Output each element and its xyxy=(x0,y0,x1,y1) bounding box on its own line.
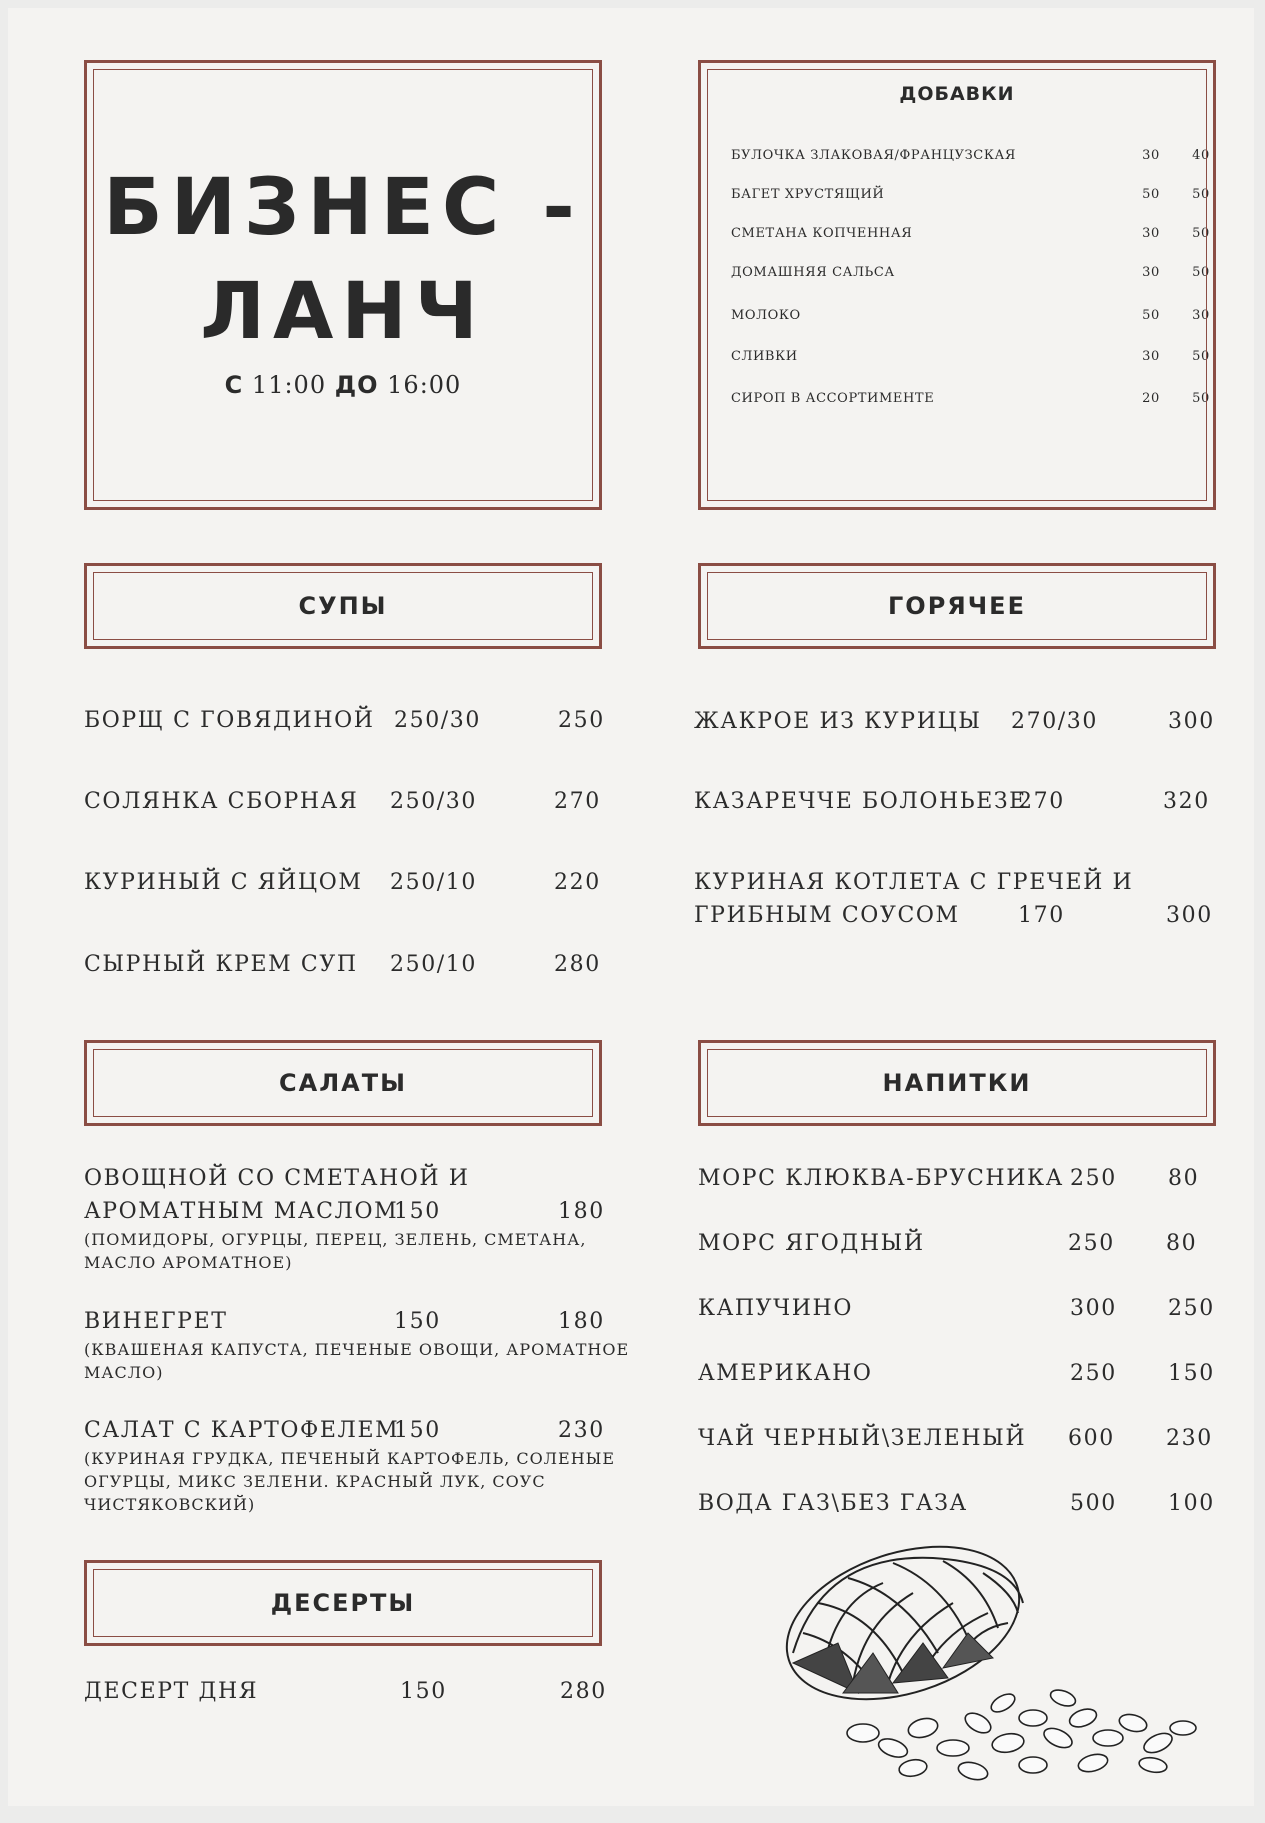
salad-description-line: МАСЛО АРОМАТНОЕ) xyxy=(84,1253,293,1272)
addon-price: 50 xyxy=(1192,391,1210,406)
drink-name: ЧАЙ ЧЕРНЫЙ\ЗЕЛЕНЫЙ xyxy=(698,1426,1027,1451)
salad-price: 230 xyxy=(558,1418,605,1443)
drink-price: 100 xyxy=(1168,1491,1215,1516)
hot-name: ЖАКРОЕ ИЗ КУРИЦЫ xyxy=(694,709,982,734)
salad-description-line: (КУРИНАЯ ГРУДКА, ПЕЧЕНЫЙ КАРТОФЕЛЬ, СОЛЕНЫЕ xyxy=(84,1449,616,1468)
desserts-header-frame xyxy=(84,1560,602,1646)
drink-weight: 600 xyxy=(1068,1426,1115,1451)
hot-weight: 170 xyxy=(1018,903,1065,928)
hot-price: 300 xyxy=(1166,903,1213,928)
salad-name: САЛАТ С КАРТОФЕЛЕМ xyxy=(84,1418,400,1443)
soup-weight: 250/10 xyxy=(390,952,477,977)
drink-price: 250 xyxy=(1168,1296,1215,1321)
addon-price: 50 xyxy=(1192,265,1210,280)
addon-weight: 50 xyxy=(1142,308,1160,323)
addon-price: 50 xyxy=(1192,349,1210,364)
salad-description-line: (ПОМИДОРЫ, ОГУРЦЫ, ПЕРЕЦ, ЗЕЛЕНЬ, СМЕТАНА, xyxy=(84,1230,587,1249)
hot-weight: 270 xyxy=(1018,789,1065,814)
hot-name: КАЗАРЕЧЧЕ БОЛОНЬЕЗЕ xyxy=(694,789,1027,814)
soup-price: 270 xyxy=(554,789,601,814)
drink-weight: 300 xyxy=(1070,1296,1117,1321)
addon-name: СЛИВКИ xyxy=(731,349,798,364)
addon-weight: 30 xyxy=(1142,265,1160,280)
business-hours xyxy=(87,371,599,399)
addon-name: ДОМАШНЯЯ САЛЬСА xyxy=(731,265,895,280)
pine-cone-illustration xyxy=(763,1533,1223,1793)
hours-from: 11:00 xyxy=(251,371,327,399)
salad-weight: 150 xyxy=(394,1418,441,1443)
salad-name: ВИНЕГРЕТ xyxy=(84,1309,228,1334)
drink-name: МОРС ЯГОДНЫЙ xyxy=(698,1231,925,1256)
addon-price: 30 xyxy=(1192,308,1210,323)
drink-price: 230 xyxy=(1166,1426,1213,1451)
hot-title: ГОРЯЧЕЕ xyxy=(888,592,1026,620)
soups-header-frame xyxy=(84,563,602,649)
salad-description xyxy=(84,1228,586,1274)
dessert-name: ДЕСЕРТ ДНЯ xyxy=(84,1679,259,1704)
salad-weight: 150 xyxy=(394,1199,441,1224)
drink-name: КАПУЧИНО xyxy=(698,1296,853,1321)
soup-price: 220 xyxy=(554,870,601,895)
addon-weight: 30 xyxy=(1142,349,1160,364)
drink-price: 80 xyxy=(1168,1166,1200,1191)
soup-name: СЫРНЫЙ КРЕМ СУП xyxy=(84,952,358,977)
dessert-price: 280 xyxy=(560,1679,607,1704)
salads-title: САЛАТЫ xyxy=(279,1069,407,1097)
drinks-title: НАПИТКИ xyxy=(882,1069,1032,1097)
salad-weight: 150 xyxy=(394,1309,441,1334)
soup-price: 280 xyxy=(554,952,601,977)
hours-to: 16:00 xyxy=(387,371,462,399)
salad-description-line: ОГУРЦЫ, МИКС ЗЕЛЕНИ. КРАСНЫЙ ЛУК, СОУС xyxy=(84,1472,546,1491)
addon-name: СИРОП В АССОРТИМЕНТЕ xyxy=(731,391,935,406)
drink-weight: 250 xyxy=(1068,1231,1115,1256)
drink-name: ВОДА ГАЗ\БЕЗ ГАЗА xyxy=(698,1491,968,1516)
salad-name-line1: ОВОЩНОЙ СО СМЕТАНОЙ И xyxy=(84,1166,470,1191)
desserts-title: ДЕСЕРТЫ xyxy=(270,1589,416,1617)
menu-title-line2: ЛАНЧ xyxy=(200,267,486,357)
salads-header-frame xyxy=(84,1040,602,1126)
salad-description-line: ЧИСТЯКОВСКИЙ) xyxy=(84,1495,256,1514)
hot-weight: 270/30 xyxy=(1011,709,1098,734)
salad-description-line: МАСЛО) xyxy=(84,1363,164,1382)
addon-price: 50 xyxy=(1192,187,1210,202)
drink-price: 80 xyxy=(1166,1231,1198,1256)
salad-price: 180 xyxy=(558,1199,605,1224)
salad-name-line2: АРОМАТНЫМ МАСЛОМ xyxy=(84,1199,399,1224)
hot-name-line1: КУРИНАЯ КОТЛЕТА С ГРЕЧЕЙ И xyxy=(694,870,1134,895)
addons-frame xyxy=(698,60,1216,510)
addon-weight: 30 xyxy=(1142,148,1160,163)
addon-price: 50 xyxy=(1192,226,1210,241)
addons-title: ДОБАВКИ xyxy=(899,83,1015,105)
salad-description-line: (КВАШЕНАЯ КАПУСТА, ПЕЧЕНЫЕ ОВОЩИ, АРОМАТНОЕ xyxy=(84,1340,630,1359)
addon-weight: 30 xyxy=(1142,226,1160,241)
addon-name: БАГЕТ ХРУСТЯЩИЙ xyxy=(731,187,885,202)
hot-price: 300 xyxy=(1168,709,1215,734)
salad-description xyxy=(84,1447,615,1516)
soup-name: КУРИНЫЙ С ЯЙЦОМ xyxy=(84,870,363,895)
addon-name: СМЕТАНА КОПЧЕННАЯ xyxy=(731,226,913,241)
soup-price: 250 xyxy=(558,708,605,733)
addon-weight: 50 xyxy=(1142,187,1160,202)
addon-name: БУЛОЧКА ЗЛАКОВАЯ/ФРАНЦУЗСКАЯ xyxy=(731,148,1017,163)
drink-price: 150 xyxy=(1168,1361,1215,1386)
drink-weight: 250 xyxy=(1070,1166,1117,1191)
drinks-header-frame xyxy=(698,1040,1216,1126)
menu-page xyxy=(8,8,1254,1806)
addon-name: МОЛОКО xyxy=(731,308,801,323)
drink-weight: 250 xyxy=(1070,1361,1117,1386)
drink-name: АМЕРИКАНО xyxy=(698,1361,873,1386)
soup-name: СОЛЯНКА СБОРНАЯ xyxy=(84,789,359,814)
drink-name: МОРС КЛЮКВА-БРУСНИКА xyxy=(698,1166,1064,1191)
soups-title: СУПЫ xyxy=(298,592,388,620)
hot-header-frame xyxy=(698,563,1216,649)
salad-price: 180 xyxy=(558,1309,605,1334)
soup-weight: 250/10 xyxy=(390,870,477,895)
salad-description xyxy=(84,1338,629,1384)
hours-to-word: ДО xyxy=(334,371,379,399)
hot-name-line2: ГРИБНЫМ СОУСОМ xyxy=(694,903,960,928)
hours-from-word: С xyxy=(224,371,244,399)
menu-title-line1: БИЗНЕС - xyxy=(103,163,583,253)
dessert-weight: 150 xyxy=(400,1679,447,1704)
soup-weight: 250/30 xyxy=(390,789,477,814)
soup-name: БОРЩ С ГОВЯДИНОЙ xyxy=(84,708,375,733)
soup-weight: 250/30 xyxy=(394,708,481,733)
drink-weight: 500 xyxy=(1070,1491,1117,1516)
addon-price: 40 xyxy=(1192,148,1210,163)
hot-price: 320 xyxy=(1163,789,1210,814)
addon-weight: 20 xyxy=(1142,391,1160,406)
hero-frame xyxy=(84,60,602,510)
